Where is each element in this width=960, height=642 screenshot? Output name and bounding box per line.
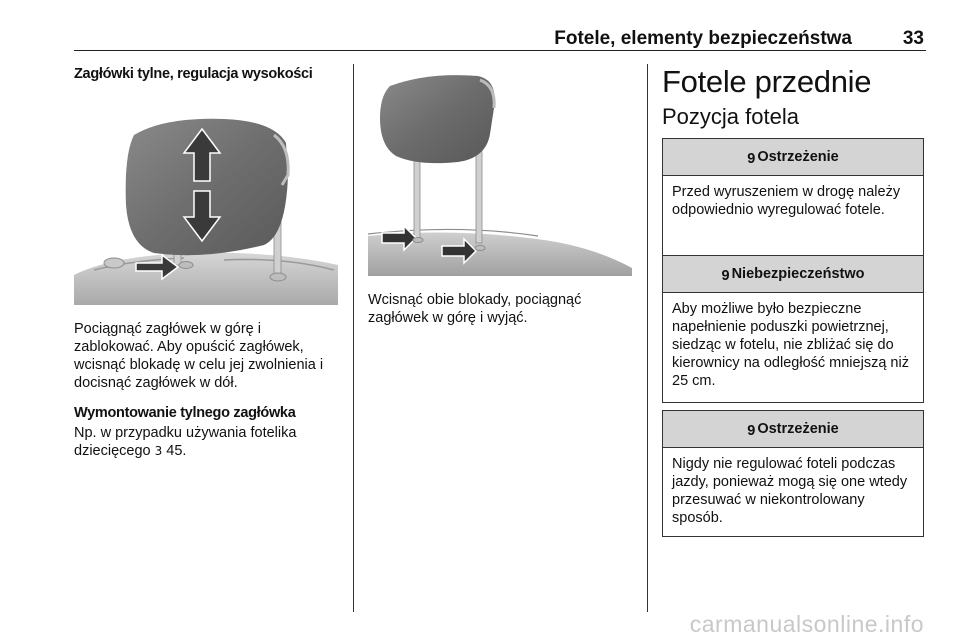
headrest-removal-drawing <box>368 68 632 276</box>
page-number: 33 <box>902 28 924 49</box>
warning-triangle-icon: 9 <box>747 423 756 439</box>
danger-box-text: Aby możliwe było bezpieczne napełnienie poduszki powietrznej, siedząc w fotelu, nie zbliżać się do kierownicy na odległość mniejszą niż 25 cm. <box>672 301 909 389</box>
warning-triangle-icon: 9 <box>747 151 756 167</box>
seat-position-heading: Pozycja fotela <box>662 104 799 129</box>
warning-box-2-title: Ostrzeżenie <box>757 421 839 437</box>
warning-box-1-text: Przed wyruszeniem w drogę należy odpowiednio wyregulować fotele. <box>672 184 901 218</box>
danger-box-header <box>663 256 923 293</box>
warning-box-1 <box>662 138 924 264</box>
rear-headrest-heading: Zagłówki tylne, regulacja wysokości <box>74 66 313 82</box>
cross-reference-icon: 3 <box>154 444 163 458</box>
headrest-removal-steps-text: Wcisnąć obie blokady, pociągnąć zagłówek w górę i wyjąć. <box>368 292 582 326</box>
rear-headrest-adjust-illustration <box>74 95 338 305</box>
danger-box <box>662 255 924 403</box>
warning-box-1-title: Ostrzeżenie <box>757 149 839 165</box>
front-seats-heading: Fotele przednie <box>662 64 872 99</box>
headrest-removal-illustration <box>368 68 632 276</box>
header-title: Fotele, elementy bezpieczeństwa <box>554 28 852 49</box>
danger-box-title: Niebezpieczeństwo <box>731 266 865 282</box>
danger-triangle-icon: 9 <box>721 268 730 284</box>
headrest-adjust-drawing <box>74 95 338 305</box>
headrest-removal-heading: Wymontowanie tylnego zagłówka <box>74 405 296 421</box>
rear-headrest-adjust-text: Pociągnąć zagłówek w górę i zablokować. Aby opuścić zagłówek, wcisnąć blokadę w celu jej zwolnienia i docisnąć zagłówek w dół. <box>74 321 324 391</box>
column-divider-1 <box>353 64 354 612</box>
warning-box-2-header <box>663 411 923 448</box>
warning-box-1-header <box>663 139 923 176</box>
cross-reference-link[interactable]: 45. <box>166 443 187 459</box>
warning-box-2-text: Nigdy nie regulować foteli podczas jazdy, ponieważ mogą się one wtedy przesuwać w niekontrolowany sposób. <box>672 456 908 526</box>
headrest-removal-sentence: Np. w przypadku używania fotelika dziecięcego <box>74 425 297 459</box>
watermark: carmanualsonline.info <box>689 611 924 637</box>
headrest-removal-text <box>74 424 344 460</box>
header-rule <box>74 50 926 51</box>
column-divider-2 <box>647 64 648 612</box>
warning-box-2 <box>662 410 924 537</box>
